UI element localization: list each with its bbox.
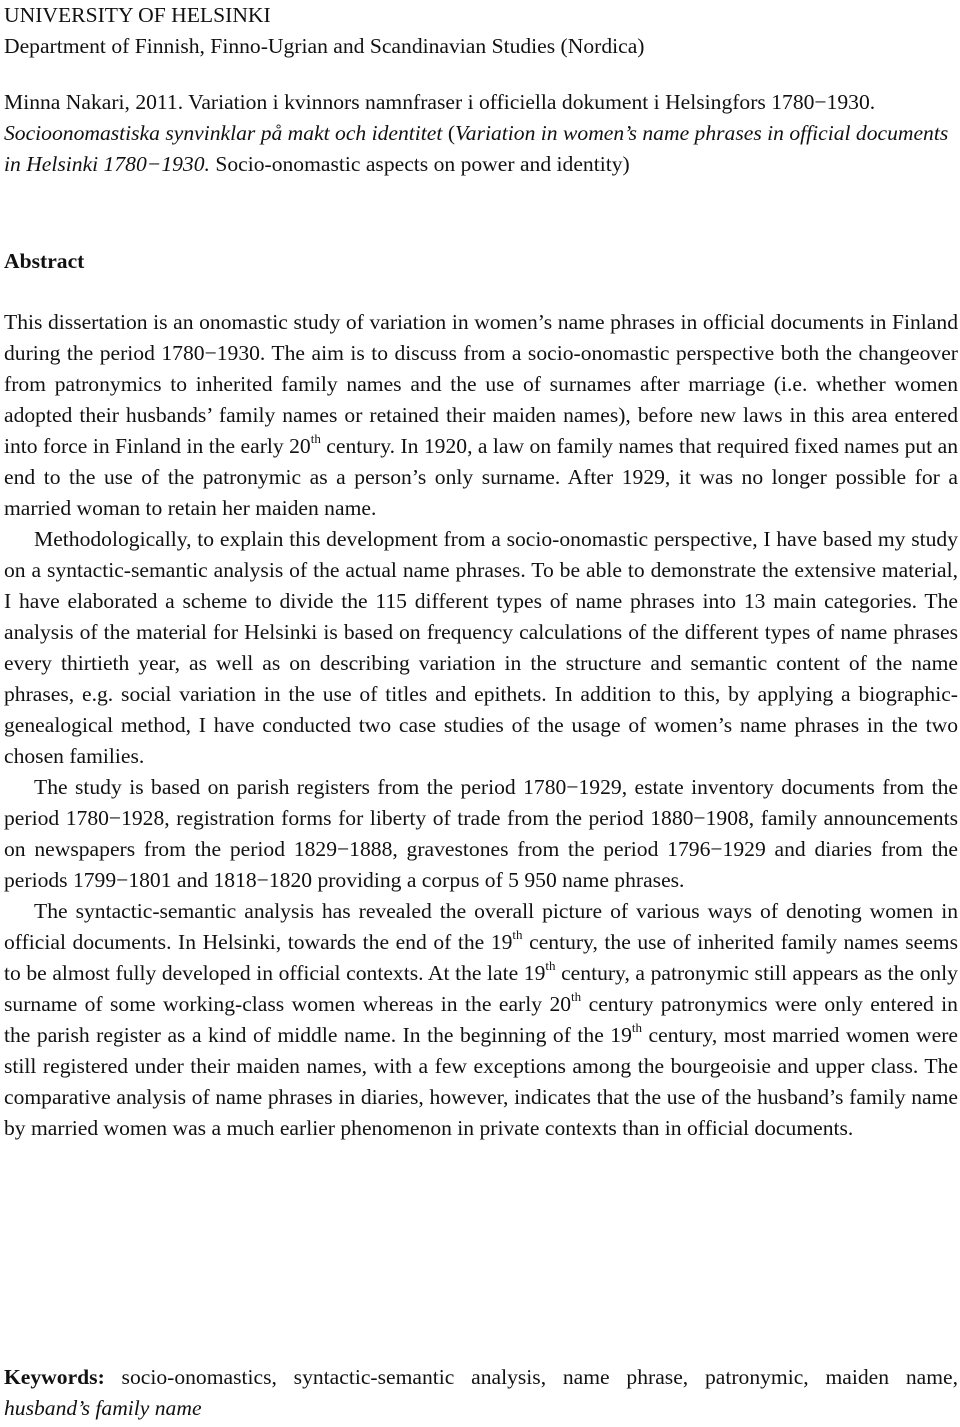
keywords-last-italic: husband’s family name [4, 1396, 202, 1420]
dissertation-citation [4, 87, 958, 180]
ordinal-superscript: th [545, 957, 556, 973]
paragraph-text: This dissertation is an onomastic study of variation in women’s name phrases in official documents in Finland during the period 1780−1930. The aim is to discuss from a socio-onomastic perspective both the changeover from patronymics to inherited family names and the use of surnames after marriage (i.e. whether women adopted their husbands’ family names or retained their maiden names), before new laws in this area entered into force in Finland in the early 20 [4, 310, 958, 458]
keywords-list: socio-onomastics, syntactic-semantic analysis, name phrase, patronymic, maiden name, [104, 1365, 958, 1389]
ordinal-superscript: th [631, 1019, 643, 1035]
ordinal-superscript: th [512, 926, 523, 942]
paragraph-text: century, the use of inherited family names seems to be almost fully developed in official contexts. At the late 19 [4, 930, 958, 985]
citation-translation-title: Variation in women’s name phrases in official documents in Helsinki 1780−1930. [4, 121, 949, 176]
paragraph-text: The syntactic-semantic analysis has revealed the overall picture of various ways of denoting women in official documents. In Helsinki, towards the end of the 19 [4, 899, 958, 954]
paragraph-text: century, a patronymic still appears as the only surname of some working-class women whereas in the early 20 [4, 961, 958, 1016]
citation-subtitle: Socioonomastiska synvinklar på makt och identitet [4, 121, 443, 145]
abstract-paragraph-1 [4, 307, 958, 524]
abstract-heading: Abstract [4, 249, 85, 273]
ordinal-superscript: th [571, 988, 582, 1004]
abstract-paragraph-2: Methodologically, to explain this development from a socio-onomastic perspective, I have based my study on a syntactic-semantic analysis of the actual name phrases. To be able to demonstrate the extensive material, I have elaborated a scheme to divide the 115 different types of name phrases into 13 main categories. The analysis of the material for Helsinki is based on frequency calculations of the different types of name phrases every thirtieth year, as well as on describing variation in the structure and semantic content of the name phrases, e.g. social variation in the use of titles and epithets. In addition to this, by applying a biographic-genealogical method, I have conducted two case studies of the usage of women’s name phrases in the two chosen families. [4, 527, 958, 768]
paragraph-text: century, most married women were still registered under their maiden names, with a few exceptions among the bourgeoisie and upper class. The comparative analysis of name phrases in diaries, however, indicates that the use of the husband’s family name by married women was a much earlier phenomenon in private contexts than in official documents. [4, 1023, 958, 1140]
citation-title: Variation i kvinnors namnfraser i officiella dokument i Helsingfors 1780−1930. [188, 90, 876, 114]
abstract-paragraph-3: The study is based on parish registers from the period 1780−1929, estate inventory documents from the period 1780−1928, registration forms for liberty of trade from the period 1880−1908, family announcements on newspapers from the period 1829−1888, gravestones from the period 1796−1929 and diaries from the periods 1799−1801 and 1818−1820 providing a corpus of 5 950 name phrases. [4, 775, 958, 892]
citation-author-year: Minna Nakari, 2011. [4, 90, 184, 114]
keywords-label: Keywords: [4, 1365, 105, 1389]
citation-translation-subtitle: Socio-onomastic aspects on power and identity) [215, 152, 630, 176]
citation-translation-open: ( [447, 121, 456, 145]
paragraph-text: century patronymics were only entered in the parish register as a kind of middle name. In the beginning of the 19 [4, 992, 958, 1047]
ordinal-superscript: th [310, 430, 321, 446]
paragraph-text: century. In 1920, a law on family names that required fixed names put an end to the use of the patronymic as a person’s only surname. After 1929, it was no longer possible for a married woman to retain her maiden name. [4, 434, 958, 520]
abstract-paragraph-4 [4, 896, 958, 1144]
university-name: UNIVERSITY OF HELSINKI [4, 3, 271, 27]
abstract-body [4, 307, 958, 1144]
keywords-line [4, 1362, 958, 1424]
document-header [4, 0, 958, 62]
department-name: Department of Finnish, Finno-Ugrian and Scandinavian Studies (Nordica) [4, 34, 645, 58]
